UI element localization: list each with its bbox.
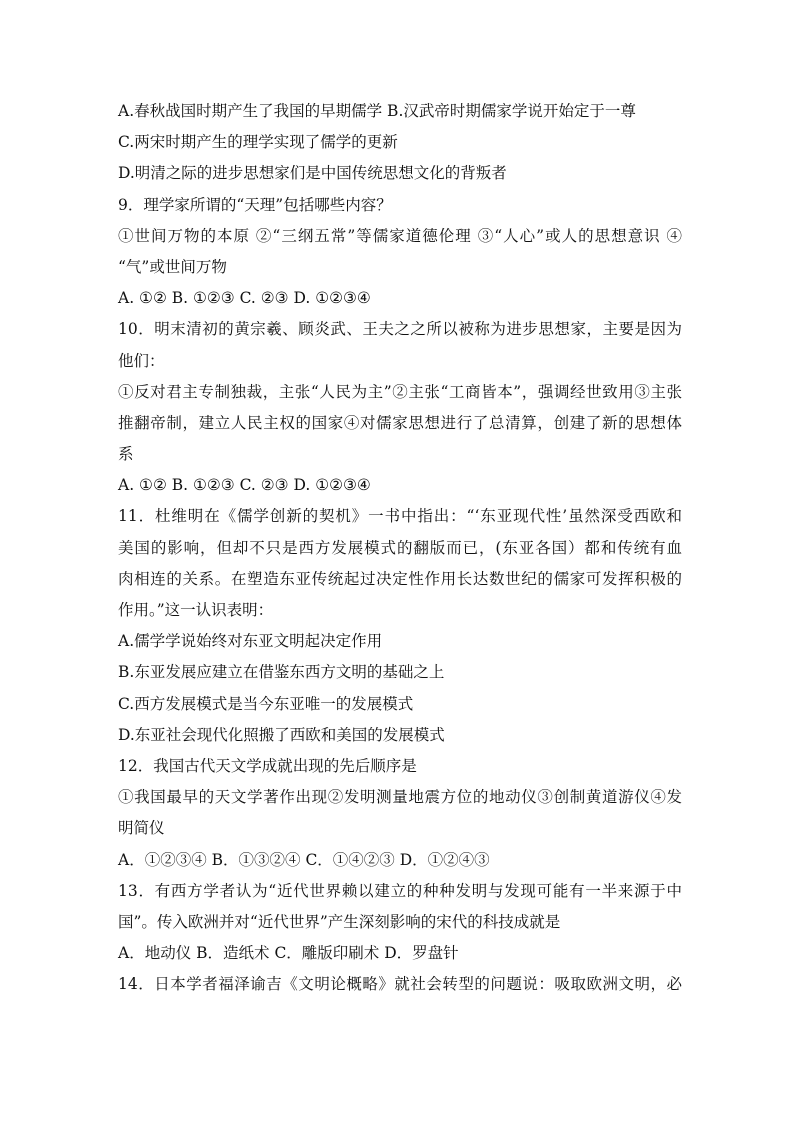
text-line-24: 明简仪 (118, 819, 165, 838)
text-line-12: 系 (118, 445, 134, 464)
text-line-6: “气”或世间万物 (118, 257, 227, 276)
options-9: A. ①② B. ①②③ C. ②③ D. ①②③④ (118, 289, 371, 308)
options-10: A. ①② B. ①②③ C. ②③ D. ①②③④ (118, 476, 371, 495)
options-12: A．①②③④ B．①③②④ C．①④②③ D．①②④③ (118, 850, 490, 869)
option-11-b: B.东亚发展应建立在借鉴东西方文明的基础之上 (118, 663, 445, 682)
text-line-3: D.明清之际的进步思想家们是中国传统思想文化的背叛者 (118, 164, 507, 183)
question-10: 10．明末清初的黄宗羲、顾炎武、王夫之之所以被称为进步思想家，主要是因为 (118, 320, 682, 339)
text-line-15: 美国的影响，但却不只是西方发展模式的翻版而已，(东亚各国）都和传统有血 (118, 538, 682, 557)
option-11-c: C.西方发展模式是当今东亚唯一的发展模式 (118, 694, 414, 713)
document-page (118, 96, 682, 1000)
options-13: A．地动仪 B．造纸术 C．雕版印刷术 D．罗盘针 (118, 944, 459, 963)
text-line-23: ①我国最早的天文学著作出现②发明测量地震方位的地动仪③创制黄道游仪④发 (118, 788, 682, 807)
text-line-2: C.两宋时期产生的理学实现了儒学的更新 (118, 133, 398, 152)
question-9: 9．理学家所谓的“天理”包括哪些内容？ (118, 195, 392, 214)
text-line-10: ①反对君主专制独裁，主张“人民为主”②主张“工商皆本”，强调经世致用③主张 (118, 382, 682, 401)
question-12: 12．我国古代天文学成就出现的先后顺序是 (118, 756, 417, 775)
option-11-a: A.儒学学说始终对东亚文明起决定作用 (118, 632, 383, 651)
question-13: 13．有西方学者认为“近代世界赖以建立的种种发明与发现可能有一半来源于中 (118, 881, 682, 900)
question-11: 11．杜维明在《儒学创新的契机》一书中指出：“‘东亚现代性’虽然深受西欧和 (118, 507, 682, 526)
text-line-5: ①世间万物的本原 ②“三纲五常”等儒家道德伦理 ③“人心”或人的思想意识 ④ (118, 226, 682, 245)
text-line-11: 推翻帝制，建立人民主权的国家④对儒家思想进行了总清算，创建了新的思想体 (118, 413, 682, 432)
text-line-27: 国”。传入欧洲并对“近代世界”产生深刻影响的宋代的科技成就是 (118, 912, 561, 931)
option-11-d: D.东亚社会现代化照搬了西欧和美国的发展模式 (118, 725, 445, 744)
question-14: 14．日本学者福泽谕吉《文明论概略》就社会转型的问题说：吸取欧洲文明，必 (118, 975, 682, 994)
text-line-17: 作用。”这一认识表明： (118, 601, 274, 619)
text-line-16: 肉相连的关系。在塑造东亚传统起过决定性作用长达数世纪的儒家可发挥积极的 (118, 569, 682, 588)
text-line-9: 他们： (118, 351, 165, 370)
text-line-1: A.春秋战国时期产生了我国的早期儒学 B.汉武帝时期儒家学说开始定于一尊 (118, 102, 636, 120)
